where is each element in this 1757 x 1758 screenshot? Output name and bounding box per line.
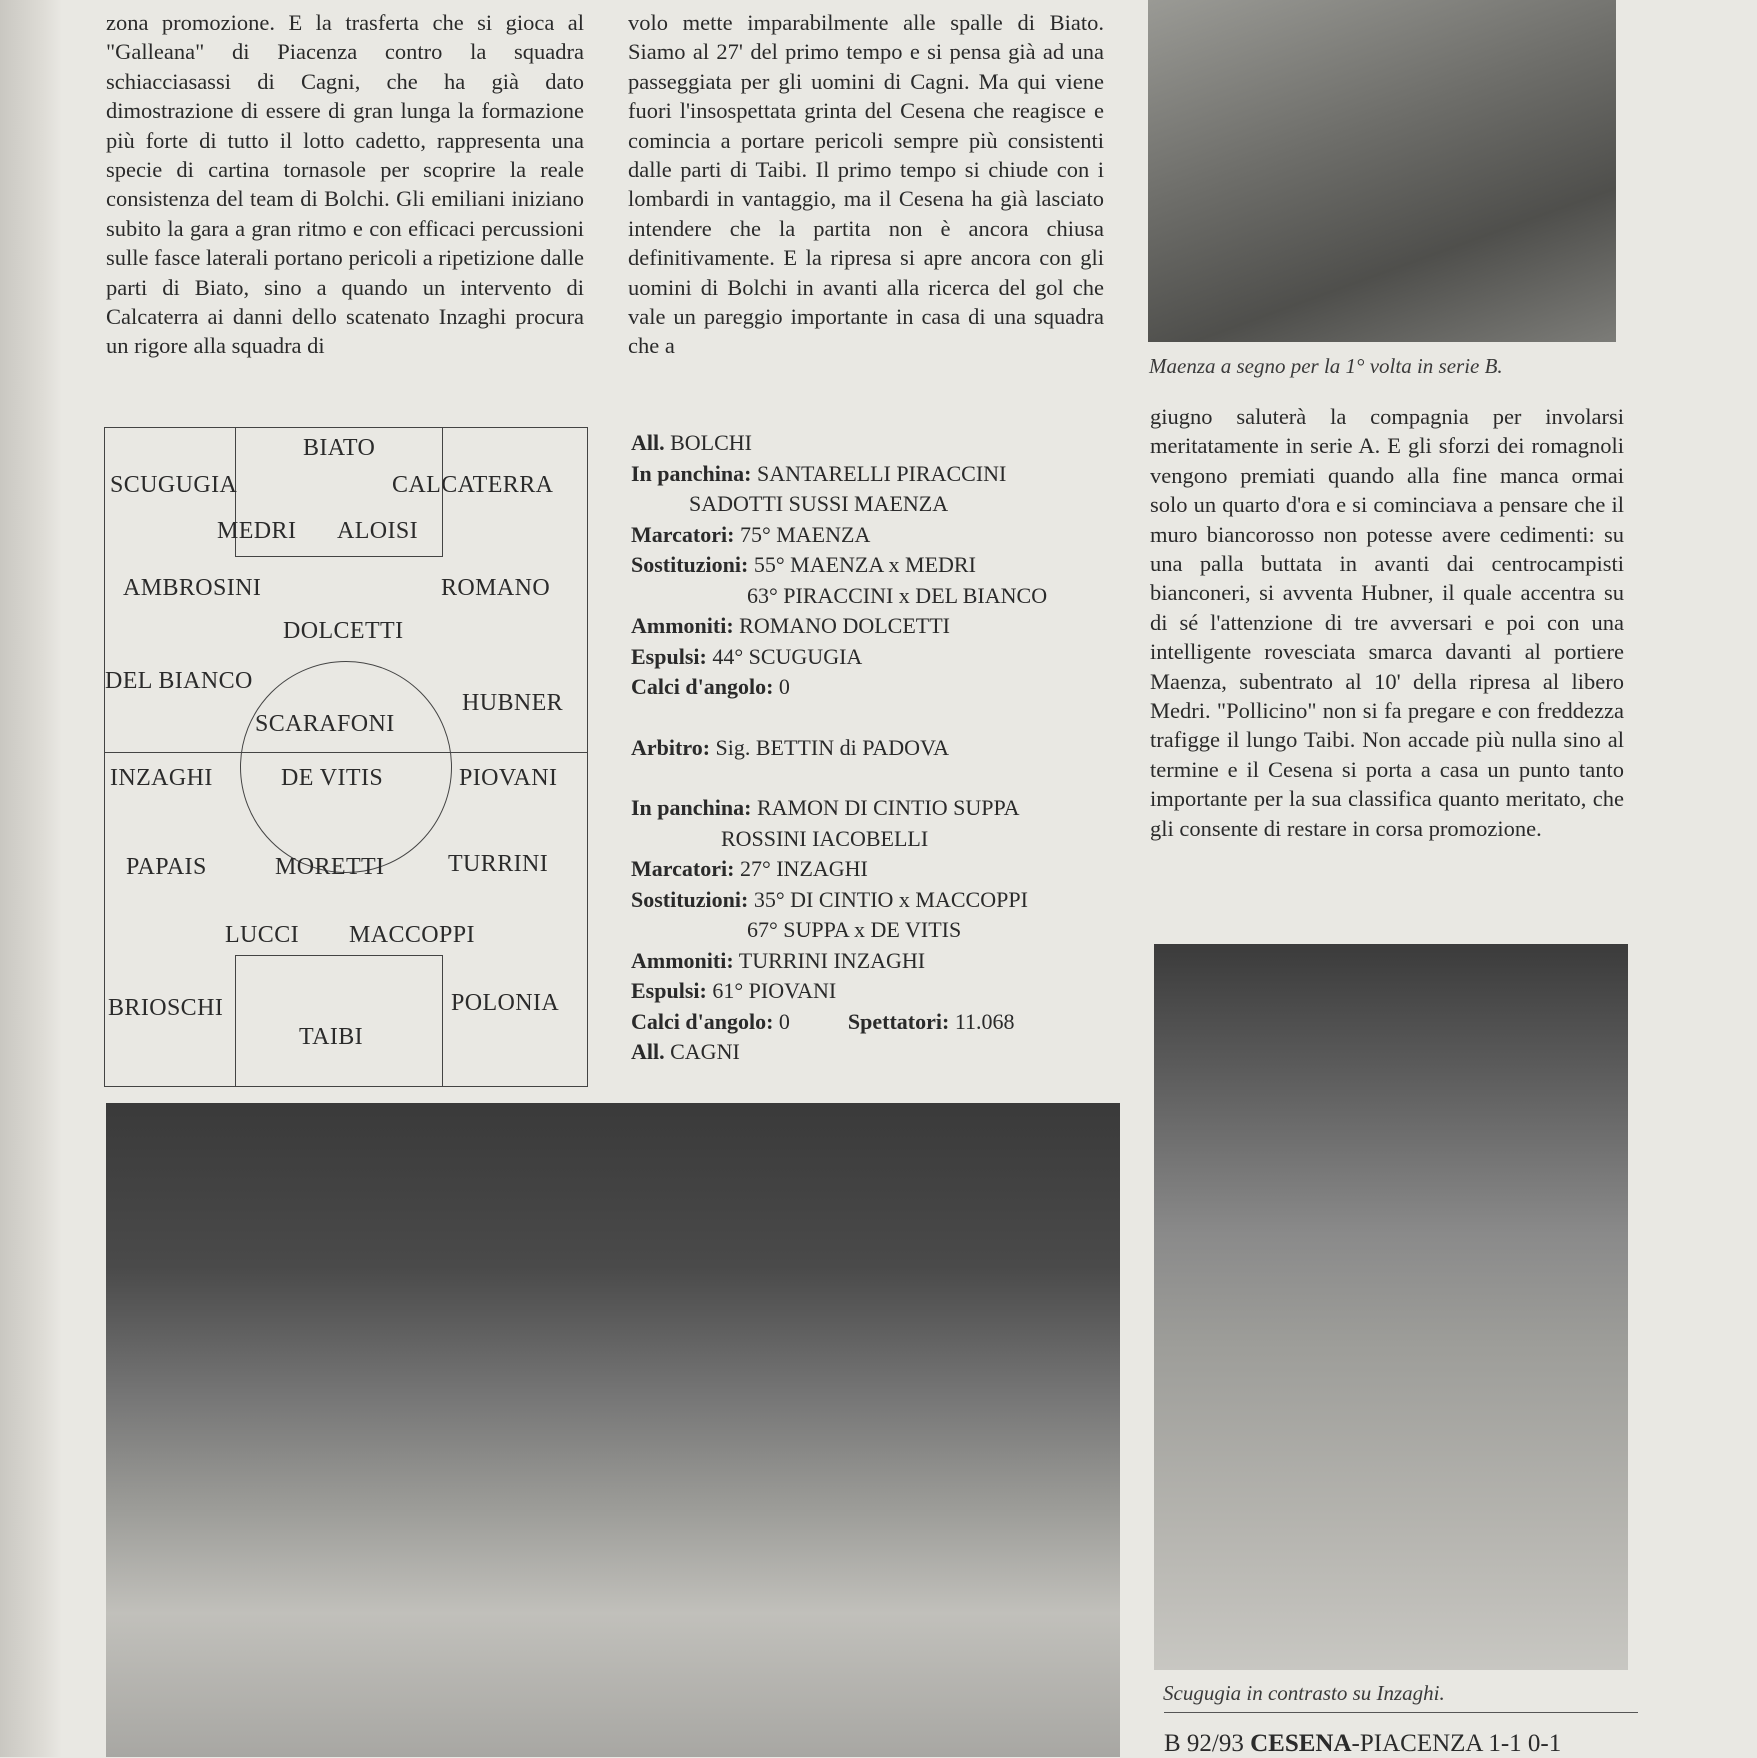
lineup-pitch <box>104 427 588 1087</box>
article-column-1 <box>106 8 584 361</box>
piacenza-bench-row <box>631 793 1121 824</box>
footer-season: B 92/93 <box>1164 1730 1244 1757</box>
label: Sostituzioni: <box>631 552 749 577</box>
value: 27° INZAGHI <box>739 856 868 881</box>
footer-away-team: -PIACENZA <box>1351 1730 1483 1757</box>
footer-score: 1-1 0-1 <box>1488 1730 1562 1757</box>
label: In panchina: <box>631 460 752 486</box>
footer-home-team: CESENA <box>1250 1730 1352 1757</box>
player-de-vitis: DE VITIS <box>281 765 384 791</box>
player-romano: ROMANO <box>441 575 551 601</box>
photo-maenza-goal <box>1148 0 1616 342</box>
article-column-3 <box>1150 402 1624 843</box>
player-biato: BIATO <box>303 435 376 461</box>
value: SANTARELLI PIRACCINI <box>756 460 1007 486</box>
label: All. <box>631 430 665 455</box>
value: CAGNI <box>670 1039 740 1064</box>
footer-rule <box>1164 1712 1638 1713</box>
label: Arbitro: <box>631 734 711 760</box>
value: RAMON DI CINTIO SUPPA <box>756 795 1020 820</box>
player-polonia: POLONIA <box>451 990 560 1016</box>
piacenza-scorers-row <box>631 854 1121 885</box>
label: Marcatori: <box>631 521 735 547</box>
piacenza-sentoff-row <box>631 976 1121 1007</box>
piacenza-corners-row <box>631 1007 1121 1038</box>
article-text-3: giugno saluterà la compagnia per involarsi meritatamente in serie A. E gli sforzi dei romagnoli vengono premiati quando alla fine manca ormai solo un quarto d'ora e si cominciava a pensare che il muro biancorosso non potesse avere cedimenti: su una palla buttata in avanti dai centrocampisti bianconeri, si avventa Hubner, il quale accentra su di sé l'attenzione di tre avversari e poi con una intelligente rovesciata smarca davanti al portiere Maenza, subentrato al 10' della ripresa al libero Medri. "Pollicino" non si fa pregare e con freddezza trafigge il lungo Taibi. Non accade più nulla sino al termine e il Cesena si porta a casa un punto tanto importante per la sua classifica quanto meritato, che gli consente di restare in corsa promozione. <box>1150 404 1624 841</box>
label: Calci d'angolo: <box>631 1008 774 1034</box>
referee-row <box>631 733 1121 764</box>
value: 35° DI CINTIO x MACCOPPI <box>753 886 1028 912</box>
value: 11.068 <box>954 1008 1015 1034</box>
label: Ammoniti: <box>631 947 734 973</box>
player-scugugia: SCUGUGIA <box>110 472 238 498</box>
player-maccoppi: MACCOPPI <box>349 922 475 948</box>
value: 0 <box>778 1008 790 1034</box>
caption-scugugia: Scugugia in contrasto su Inzaghi. <box>1163 1681 1445 1705</box>
player-inzaghi: INZAGHI <box>110 765 213 791</box>
label: Ammoniti: <box>631 613 734 638</box>
label: In panchina: <box>631 795 752 820</box>
piacenza-subs-row <box>631 885 1121 916</box>
label: Espulsi: <box>631 978 707 1003</box>
value: 0 <box>778 674 790 699</box>
value: ROMANO DOLCETTI <box>739 613 950 638</box>
photo-goalmouth-action <box>106 1103 1120 1757</box>
player-turrini: TURRINI <box>448 851 549 877</box>
piacenza-bench-row-2 <box>631 824 1121 855</box>
cesena-sentoff-row <box>631 642 1121 673</box>
cesena-subs-row-2 <box>631 581 1121 612</box>
value: ROSSINI IACOBELLI <box>721 825 929 851</box>
match-stats <box>631 428 1121 1068</box>
player-piovani: PIOVANI <box>459 765 558 791</box>
player-medri: MEDRI <box>217 518 297 544</box>
caption-maenza: Maenza a segno per la 1° volta in serie B. <box>1149 354 1503 378</box>
article-text-2: volo mette imparabilmente alle spalle di Biato. Siamo al 27' del primo tempo e si pensa già ad una passeggiata per gli uomini di Cagni. Ma qui viene fuori l'insospettata grinta del Cesena che reagisce e comincia a portare pericoli sempre più consistenti dalle parti di Taibi. Il primo tempo si chiude con i lombardi in vantaggio, ma il Cesena ha già lasciato intendere che la partita non è ancora chiusa definitivamente. E la ripresa si apre ancora con gli uomini di Bolchi in avanti alla ricerca del gol che vale un pareggio importante in casa di una squadra che a <box>628 10 1104 359</box>
piacenza-booked-row <box>631 946 1121 977</box>
value: 44° SCUGUGIA <box>712 643 863 669</box>
label: All. <box>631 1039 665 1064</box>
cesena-bench-row <box>631 459 1121 490</box>
player-brioschi: BRIOSCHI <box>108 995 224 1021</box>
player-lucci: LUCCI <box>225 922 299 948</box>
player-taibi: TAIBI <box>299 1024 364 1050</box>
value: 55° MAENZA x MEDRI <box>753 552 976 577</box>
cesena-bench-row-2 <box>631 489 1121 520</box>
piacenza-coach-row <box>631 1037 1121 1068</box>
player-hubner: HUBNER <box>462 690 564 716</box>
value: 63° PIRACCINI x DEL BIANCO <box>747 582 1048 608</box>
player-del-bianco: DEL BIANCO <box>105 668 253 694</box>
cesena-corners-row <box>631 672 1121 703</box>
value: SADOTTI SUSSI MAENZA <box>689 491 949 516</box>
player-moretti: MORETTI <box>275 854 385 880</box>
article-text-1: zona promozione. E la trasferta che si gioca al "Galleana" di Piacenza contro la squadra schiacciasassi di Cagni, che ha già dato dimostrazione di essere di gran lunga la formazione più forte di tutto il lotto cadetto, rappresenta una specie di cartina tornasole per scoprire la reale consistenza del team di Bolchi. Gli emiliani iniziano subito la gara a gran ritmo e con efficaci percussioni sulle fasce laterali portano pericoli a ripetizione dalle parti di Biato, sino a quando un intervento di Calcaterra ai danni dello scatenato Inzaghi procura un rigore alla squadra di <box>106 10 584 359</box>
value: Sig. BETTIN di PADOVA <box>715 734 950 760</box>
cesena-booked-row <box>631 611 1121 642</box>
label: Spettatori: <box>847 1008 950 1034</box>
cesena-coach-row <box>631 428 1121 459</box>
value: 75° MAENZA <box>739 521 871 547</box>
cesena-scorers-row <box>631 520 1121 551</box>
player-aloisi: ALOISI <box>337 518 419 544</box>
player-scarafoni: SCARAFONI <box>255 711 395 737</box>
label: Calci d'angolo: <box>631 674 774 699</box>
article-column-2 <box>628 8 1104 361</box>
player-ambrosini: AMBROSINI <box>123 575 262 601</box>
label: Sostituzioni: <box>631 886 749 912</box>
cesena-subs-row <box>631 550 1121 581</box>
value: 61° PIOVANI <box>712 978 837 1003</box>
label: Marcatori: <box>631 856 735 881</box>
page-gutter <box>0 0 62 1757</box>
player-calcaterra: CALCATERRA <box>392 472 554 498</box>
value: BOLCHI <box>670 430 753 455</box>
value: 67° SUPPA x DE VITIS <box>747 917 962 942</box>
penalty-box-bottom <box>235 955 443 1087</box>
player-papais: PAPAIS <box>126 854 207 880</box>
piacenza-subs-row-2 <box>631 915 1121 946</box>
player-dolcetti: DOLCETTI <box>283 618 404 644</box>
value: TURRINI INZAGHI <box>738 947 926 973</box>
page-footer <box>1164 1730 1561 1758</box>
photo-scugugia-inzaghi <box>1154 944 1628 1670</box>
label: Espulsi: <box>631 643 707 669</box>
